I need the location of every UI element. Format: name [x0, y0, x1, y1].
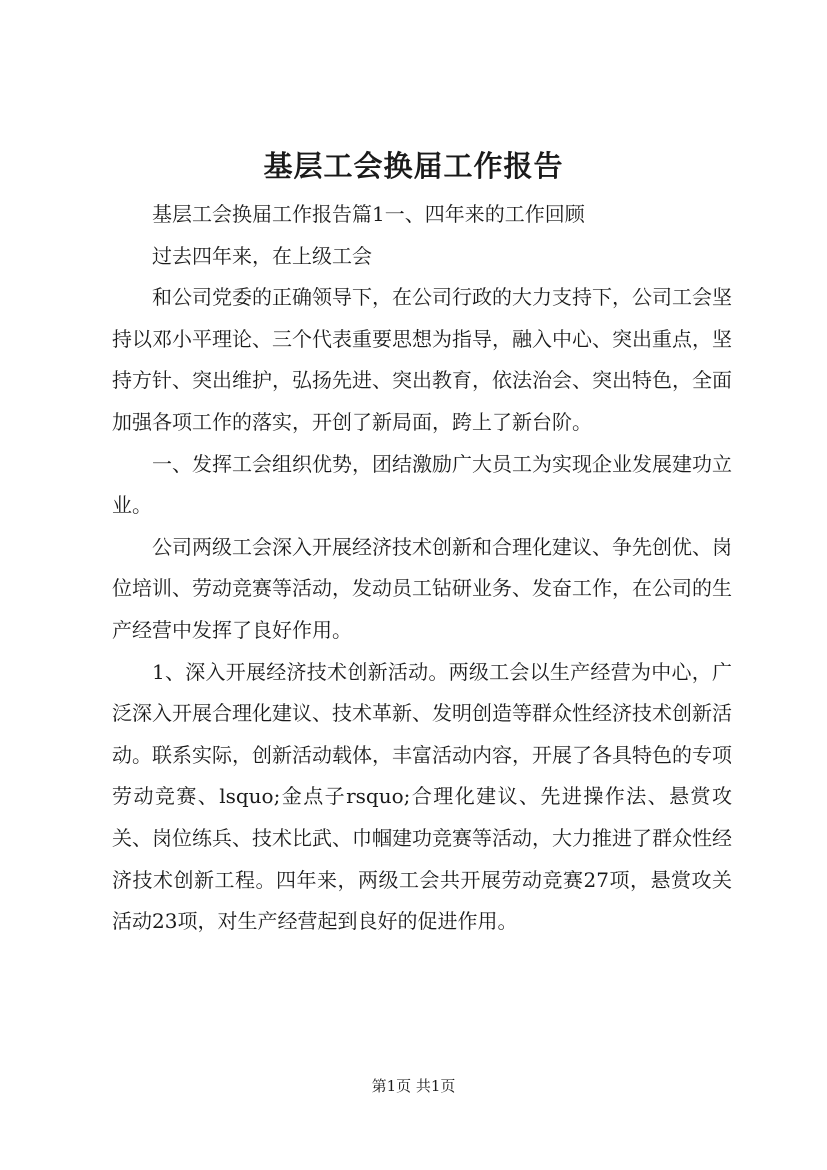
paragraph-4: 一、发挥工会组织优势，团结激励广大员工为实现企业发展建功立业。: [112, 451, 732, 518]
paragraph-5: 公司两级工会深入开展经济技术创新和合理化建议、争先创优、岗位培训、劳动竞赛等活动，发动员工钻研业务、发奋工作，在公司的生产经营中发挥了良好作用。: [112, 534, 732, 642]
page-footer: 第1页 共1页: [371, 1077, 456, 1095]
paragraph-1: 基层工会换届工作报告篇1一、四年来的工作回顾: [152, 202, 585, 226]
document-title: 基层工会换届工作报告: [263, 149, 564, 183]
paragraph-6: 1、深入开展经济技术创新活动。两级工会以生产经营为中心，广泛深入开展合理化建议、技术革新、发明创造等群众性经济技术创新活动。联系实际，创新活动载体，丰富活动内容，开展了各具特色的专项劳动竞赛、lsquo;金点子rsquo;合理化建议、先进操作法、悬赏攻关、岗位练兵、技术比武、巾帼建功竞赛等活动，大力推进了群众性经济技术创新工程。四年来，两级工会共开展劳动竞赛27项，悬赏攻关活动23项，对生产经营起到良好的促进作用。: [112, 659, 732, 934]
paragraph-2: 过去四年来，在上级工会: [152, 243, 372, 268]
document-body: [112, 194, 732, 943]
paragraph-3: 和公司党委的正确领导下，在公司行政的大力支持下，公司工会坚持以邓小平理论、三个代表重要思想为指导，融入中心、突出重点，坚持方针、突出维护，弘扬先进、突出教育，依法治会、突出特色，全面加强各项工作的落实，开创了新局面，跨上了新台阶。: [112, 285, 732, 434]
